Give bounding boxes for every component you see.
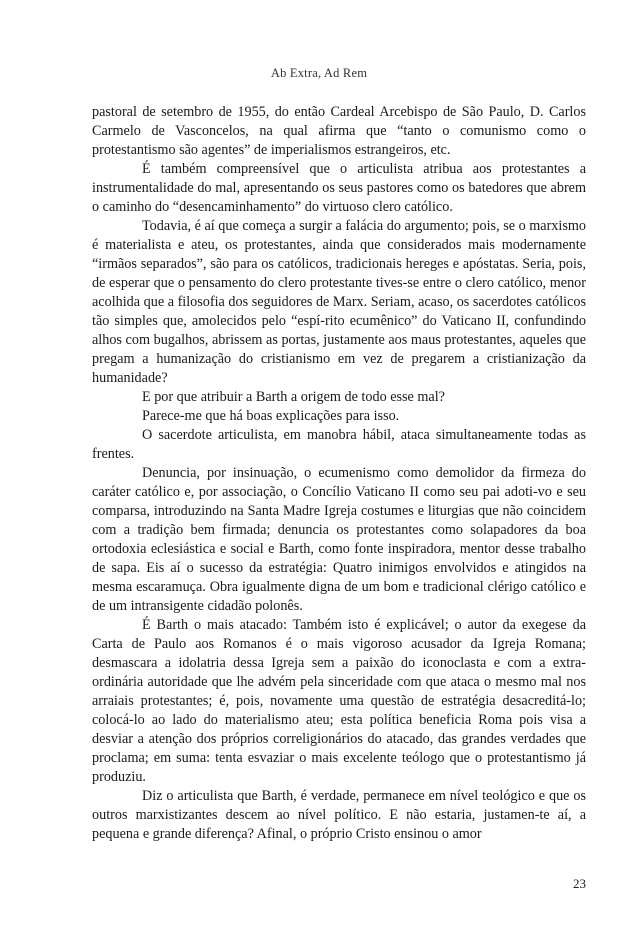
paragraph: É Barth o mais atacado: Também isto é explicável; o autor da exegese da Carta de Paulo aos Romanos é o mais vigoroso acusador da Igreja Romana; desmascara a idolatria dessa Igreja sem a paixão do iconoclasta e com a extra-ordinária autoridade que lhe advém pela sinceridade com que ataca o mesmo mal nos arraiais protestantes; é, pois, novamente uma questão de estratégia desacreditá-lo; colocá-lo ao lado do materialismo ateu; esta política beneficia Roma pois visa a desviar a atenção dos próprios correligionários do atacado, das grandes verdades que proclama; em suma: tenta esvaziar o mais excelente teólogo que o protestantismo já produziu. <box>92 617 586 785</box>
paragraph: É também compreensível que o articulista atribua aos protestantes a instrumentalidade do mal, apresentando os seus pastores como os batedores que abrem o caminho do “desencaminhamento” do virtuoso clero católico. <box>92 161 586 215</box>
paragraph: Parece-me que há boas explicações para isso. <box>142 408 400 424</box>
paragraph: O sacerdote articulista, em manobra hábil, ataca simultaneamente todas as frentes. <box>92 427 586 462</box>
page-number: 23 <box>573 876 586 891</box>
paragraph: pastoral de setembro de 1955, do então Cardeal Arcebispo de São Paulo, D. Carlos Carmelo de Vasconcelos, na qual afirma que “tanto o comunismo como o protestantismo são agentes” de imperialismos estrangeiros, etc. <box>92 104 586 158</box>
running-header: Ab Extra, Ad Rem <box>270 66 368 80</box>
paragraph: Todavia, é aí que começa a surgir a falácia do argumento; pois, se o marxismo é materialista e ateu, os protestantes, ainda que considerados mais modernamente “irmãos separados”, são para os católicos, tradicionais hereges e apóstatas. Seria, pois, de esperar que o pensamento do clero protestante tives-se entre o clero católico, menor acolhida que a filosofia dos seguidores de Marx. Seriam, acaso, os sacerdotes católicos tão simples que, amolecidos pelo “espí-rito ecumênico” do Vaticano II, confundindo alhos com bugalhos, abrissem as portas, justamente aos maus protestantes, aqueles que pregam a humanização do cristianismo em vez de pregarem a cristianização da humanidade? <box>92 218 586 386</box>
body-text <box>92 103 586 844</box>
paragraph: E por que atribuir a Barth a origem de todo esse mal? <box>142 389 445 405</box>
paragraph: Denuncia, por insinuação, o ecumenismo como demolidor da firmeza do caráter católico e, por associação, o Concílio Vaticano II como seu pai adoti-vo e seu comparsa, introduzindo na Santa Madre Igreja costumes e liturgias que não coincidem com a tradição bem firmada; denuncia os protestantes como solapadores da boa ortodoxia eclesiástica e social e Barth, como fonte inspiradora, mentor desse trabalho de sapa. Eis aí o sucesso da estratégia: Quatro inimigos envolvidos e atingidos na mesma escaramuça. Obra igualmente digna de um bom e tradicional clérigo católico e de um intransigente cidadão polonês. <box>92 465 586 614</box>
paragraph: Diz o articulista que Barth, é verdade, permanece em nível teológico e que os outros marxistizantes descem ao nível político. E não estaria, justamen-te aí, a pequena e grande diferença? Afinal, o próprio Cristo ensinou o amor <box>92 788 586 842</box>
